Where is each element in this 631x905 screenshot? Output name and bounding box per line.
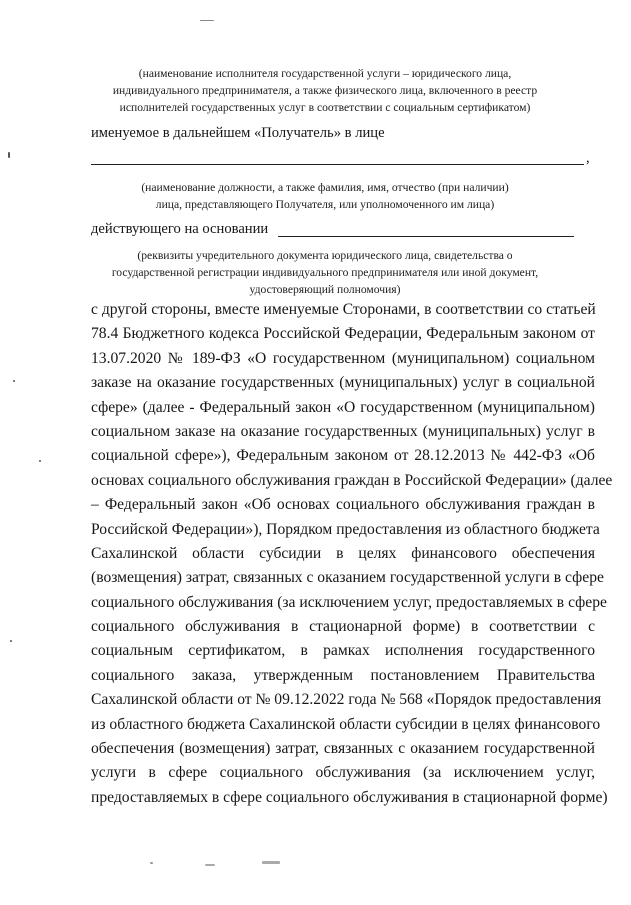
caption-line: государственной регистрации индивидуального предпринимателя или иной документ,	[111, 266, 539, 279]
caption-line: индивидуального предпринимателя, а также физического лица, включенного в реестр	[112, 84, 538, 97]
scan-speck	[8, 152, 10, 158]
body-line: услуги в сфере социального обслуживания (за исключением услуг,	[91, 764, 595, 782]
body-line: Сахалинской области субсидии в целях финансового обеспечения	[91, 544, 595, 562]
scan-speck	[39, 460, 41, 462]
body-line: основах социального обслуживания граждан в Российской Федерации» (далее	[91, 471, 613, 489]
caption-line: лица, представляющего Получателя, или уполномоченного им лица)	[155, 198, 495, 211]
body-line: предоставляемых в сфере социального обслуживания в стационарной форме)	[91, 788, 608, 806]
basis-caption	[60, 247, 590, 298]
caption-line: (наименование должности, а также фамилия, имя, отчество (при наличии)	[141, 181, 509, 194]
caption-line: (наименование исполнителя государственной услуги – юридического лица,	[138, 67, 512, 80]
body-line: социальным сертификатом, в рамках исполнения государственного	[91, 642, 595, 660]
caption-line: удостоверяющий полномочия)	[249, 283, 401, 296]
representative-caption	[60, 179, 590, 213]
body-line: социального обслуживания в стационарной форме) в соответствии с	[91, 618, 595, 636]
scan-speck	[262, 861, 280, 864]
recipient-name-blank	[91, 164, 584, 165]
body-paragraph	[91, 298, 613, 810]
body-line: из областного бюджета Сахалинской области субсидии в целях финансового	[91, 715, 601, 733]
basis-blank	[278, 236, 574, 237]
body-line: обеспечения (возмещения) затрат, связанных с оказанием государственной	[91, 740, 595, 758]
body-line: – Федеральный закон «Об основах социального обслуживания граждан в	[91, 496, 595, 514]
caption-line: (реквизиты учредительного документа юридического лица, свидетельства о	[137, 249, 513, 262]
body-line: социальном заказе на оказание государственных (муниципальных) услуг в	[91, 422, 595, 440]
basis-label: действующего на основании	[91, 221, 269, 237]
body-line: (возмещения) затрат, связанных с оказанием государственной услуги в сфере	[91, 569, 604, 587]
body-line: 78.4 Бюджетного кодекса Российской Федерации, Федеральным законом от	[91, 325, 595, 343]
scan-speck	[10, 640, 12, 642]
executor-caption	[60, 65, 590, 116]
scan-speck	[13, 380, 15, 382]
body-line: сфере» (далее - Федеральный закон «О государственном (муниципальном)	[91, 398, 595, 416]
scan-speck	[205, 864, 215, 866]
caption-line: исполнителей государственных услуг в соответствии с социальным сертификатом)	[119, 101, 531, 114]
recipient-comma: ,	[586, 150, 590, 166]
scan-speck	[150, 862, 153, 864]
body-line: социального заказа, утвержденным постановлением Правительства	[91, 666, 595, 684]
body-line: социального обслуживания (за исключением услуг, предоставляемых в сфере	[91, 593, 607, 611]
scan-speck	[200, 20, 214, 21]
body-line: Сахалинской области от № 09.12.2022 года № 568 «Порядок предоставления	[91, 691, 602, 709]
body-line: с другой стороны, вместе именуемые Сторонами, в соответствии со статьей	[91, 301, 596, 318]
body-line: заказе на оказание государственных (муниципальных) услуг в социальной	[91, 374, 595, 392]
body-line: Российской Федерации»), Порядком предоставления из областного бюджета	[91, 520, 600, 538]
body-line: социальной сфере»), Федеральным законом от 28.12.2013 № 442-ФЗ «Об	[91, 447, 595, 465]
body-line: 13.07.2020 № 189-ФЗ «О государственном (муниципальном) социальном	[91, 349, 595, 367]
recipient-label: именуемое в дальнейшем «Получатель» в лице	[91, 125, 385, 141]
